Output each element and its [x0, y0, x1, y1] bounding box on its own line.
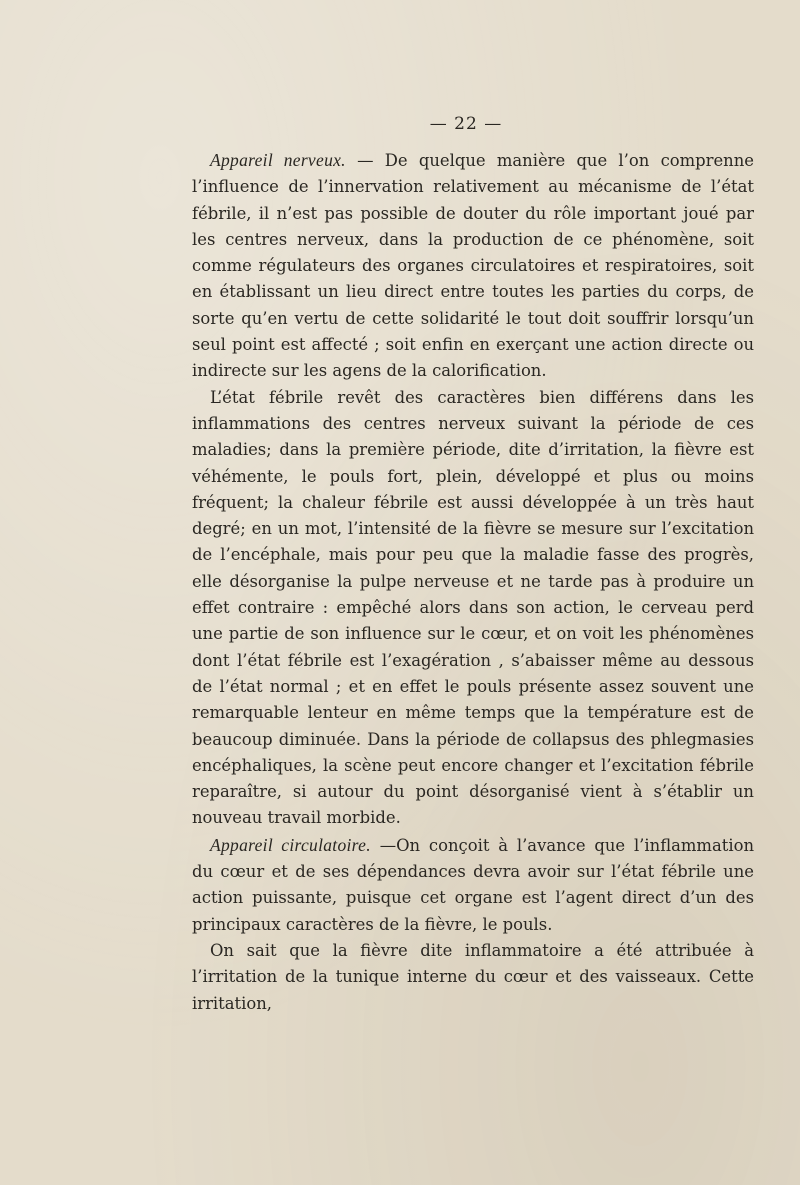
- section-title-nervous-system: Appareil nerveux.: [210, 150, 346, 170]
- paragraph-text: L’état fébrile revêt des caractères bien différens dans les inflammations des centres nerveux suivant la période de ces maladies; dans la première période, dite d’irritation, la fièvre est véhémente, le pouls fort, plein, développé et plus ou moins fréquent; la chaleur fébrile est aussi développée à un très haut degré; en un mot, l’intensité de la fièvre se mesure sur l’excitation de l’encéphale, mais pour peu que la maladie fasse des progrès, elle désorganise la pulpe nerveuse et ne tarde pas à produire un effet contraire : empêché alors dans son action, le cerveau perd une partie de son influence sur le cœur, et on voit les phénomènes dont l’état fébrile est l’exagération , s’abaisser même au dessous de l’état normal ; et en effet le pouls présente assez souvent une remarquable lenteur en même temps que la température est de beaucoup diminuée. Dans la période de collapsus des phlegmasies encéphaliques, la scène peut encore changer et l’excitation fébrile reparaître, si autour du point désorganisé vient à s’établir un nouveau travail morbide.: [192, 387, 754, 828]
- section-title-circulatory-system: Appareil circulatoire.: [210, 834, 371, 855]
- body-text: [192, 147, 754, 1017]
- paragraph-inflammatory-fever: [192, 938, 754, 1017]
- paragraph-fever-states: [192, 385, 754, 832]
- paragraph-text: —On conçoit à l’avance que l’inflammation du cœur et de ses dépendances devra avoir sur l’état fébrile une action puissante, puisque cet organe est l’agent direct d’un des principaux caractères de la fièvre, le pouls.: [192, 835, 755, 934]
- paragraph-circulatory-system: [192, 832, 754, 938]
- paragraph-text: — De quelque manière que l’on comprenne l’influence de l’innervation relativement au mécanisme de l’état fébrile, il n’est pas possible de douter du rôle important joué par les centres nerveux, dans la production de ce phénomène, soit comme régulateurs des organes circulatoires et respiratoires, soit en établissant un lieu direct entre toutes les parties du corps, de sorte qu’en vertu de cette solidarité le tout doit souffrir lorsqu’un seul point est affecté ; soit enfin en exerçant une action directe ou indirecte sur les agens de la calorification.: [192, 151, 754, 381]
- paragraph-nervous-system: [192, 147, 754, 385]
- page-number: — 22 —: [429, 114, 503, 134]
- paragraph-text: On sait que la fièvre dite inflammatoire a été attribuée à l’irritation de la tunique interne du cœur et des vaisseaux. Cette irritation,: [192, 940, 754, 1013]
